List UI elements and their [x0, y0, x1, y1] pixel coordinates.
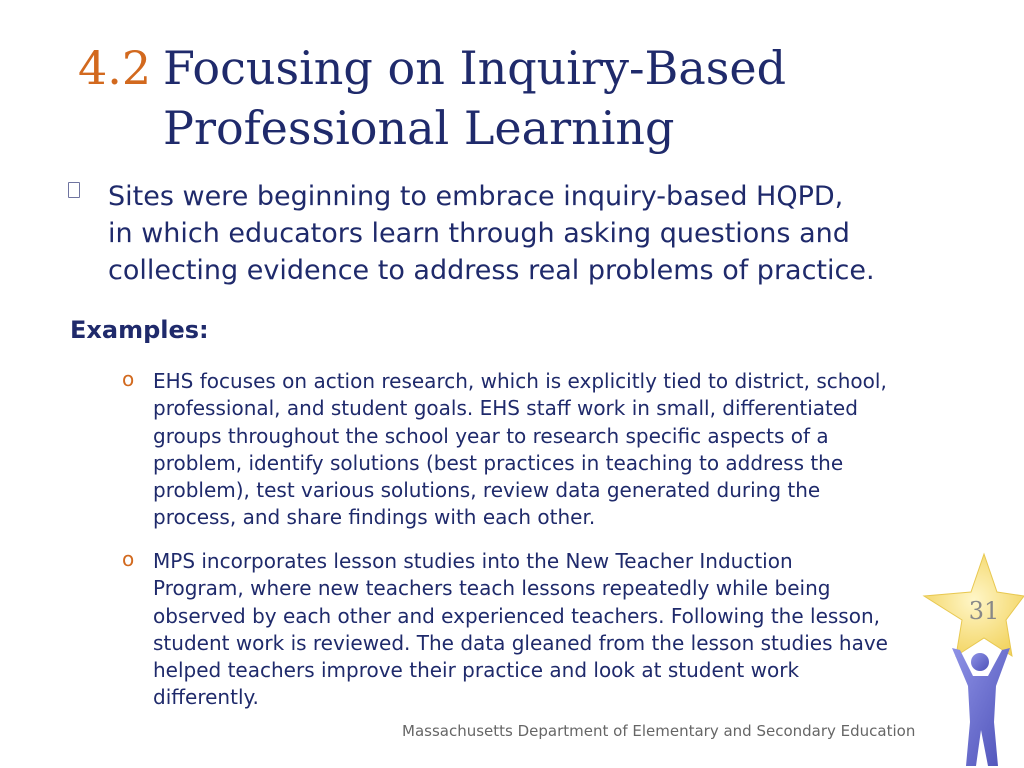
- page-number: 31: [968, 597, 1000, 625]
- star-person-logo-icon: [918, 552, 1024, 768]
- title-line-2: Professional Learning: [163, 101, 675, 155]
- main-bullet-line-3: collecting evidence to address real problems of practice.: [108, 255, 875, 286]
- examples-heading: Examples:: [70, 316, 209, 344]
- example-text: [153, 368, 933, 532]
- main-bullet-line-2: in which educators learn through asking questions and: [108, 218, 850, 249]
- example-line: groups throughout the school year to research specific aspects of a: [153, 423, 829, 448]
- title-line-1: Focusing on Inquiry-Based: [163, 41, 787, 95]
- example-line: EHS focuses on action research, which is explicitly tied to district, school,: [153, 369, 887, 393]
- example-line: student work is reviewed. The data gleaned from the lesson studies have: [153, 630, 888, 655]
- main-bullet-text: [108, 178, 948, 289]
- bullet-box-icon: [68, 182, 80, 198]
- section-number: 4.2: [78, 41, 152, 95]
- example-line: process, and share findings with each other.: [153, 505, 596, 530]
- circle-bullet-icon: o: [122, 367, 135, 391]
- example-line: problem, identify solutions (best practices in teaching to address the: [153, 450, 844, 475]
- example-line: professional, and student goals. EHS staff work in small, differentiated: [153, 396, 858, 421]
- example-line: problem), test various solutions, review data generated during the: [153, 478, 821, 503]
- example-line: helped teachers improve their practice and look at student work: [153, 658, 800, 683]
- example-line: observed by each other and experienced teachers. Following the lesson,: [153, 603, 880, 628]
- example-text: [153, 548, 933, 712]
- main-bullet-line-1: Sites were beginning to embrace inquiry-based HQPD,: [108, 181, 844, 212]
- circle-bullet-icon: o: [122, 547, 135, 571]
- title-text: [163, 38, 883, 158]
- figure-head: [971, 653, 989, 671]
- example-line: differently.: [153, 685, 259, 710]
- example-line: Program, where new teachers teach lessons repeatedly while being: [153, 576, 831, 601]
- example-line: MPS incorporates lesson studies into the New Teacher Induction: [153, 549, 793, 573]
- footer-organization: Massachusetts Department of Elementary and Secondary Education: [402, 722, 916, 740]
